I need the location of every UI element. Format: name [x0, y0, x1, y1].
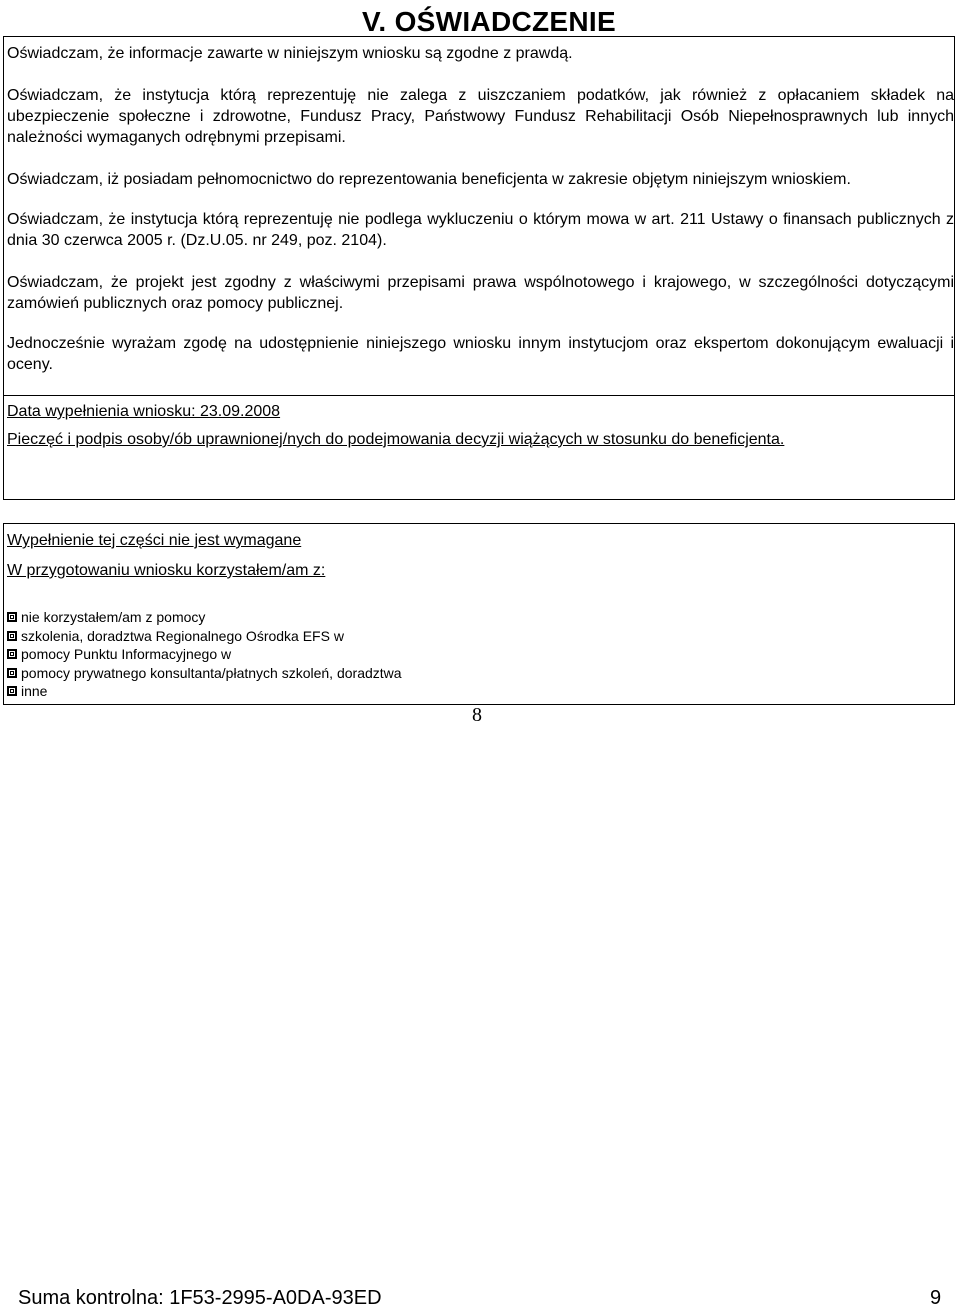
option-label: szkolenia, doradztwa Regionalnego Ośrodka EFS w	[21, 627, 344, 644]
statement-truthfulness: Oświadczam, że informacje zawarte w niniejszym wniosku są zgodne z prawdą.	[7, 45, 573, 62]
statement-legal-compliance: Oświadczam, że projekt jest zgodny z właściwymi przepisami prawa wspólnotowego i krajowego, w szczególności dotyczącymi zamówień publicznych oraz pomocy publicznej.	[7, 274, 954, 312]
section-title: V. OŚWIADCZENIE	[362, 6, 616, 37]
inner-page-number: 8	[472, 704, 482, 726]
assistance-question: W przygotowaniu wniosku korzystałem/am z:	[7, 562, 326, 579]
option-regional-efs-centre[interactable]	[7, 627, 402, 646]
statement-no-exclusion: Oświadczam, że instytucja którą reprezentuję nie podlega wykluczeniu o którym mowa w art. 211 Ustawy o finansach publicznych z dnia 30 czerwca 2005 r. (Dz.U.05. nr 249, poz. 2104).	[7, 211, 954, 249]
statements-box	[3, 36, 955, 396]
footer-checksum: Suma kontrolna: 1F53-2995-A0DA-93ED	[18, 1287, 382, 1309]
option-private-consultant[interactable]	[7, 664, 402, 683]
fill-date: Data wypełnienia wniosku: 23.09.2008	[7, 403, 281, 420]
checkbox-icon[interactable]	[7, 612, 17, 622]
option-no-assistance[interactable]	[7, 608, 402, 627]
signature-box	[3, 396, 955, 500]
statement-no-arrears: Oświadczam, że instytucja którą reprezentuję nie zalega z uiszczaniem podatków, jak również z opłacaniem składek na ubezpieczenie społeczne i zdrowotne, Fundusz Pracy, Państwowy Fundusz Rehabilitacji Osób Niepełnosprawnych lub innych należności wymaganych odrębnymi przepisami.	[7, 87, 954, 146]
assistance-options	[7, 608, 402, 701]
option-label: nie korzystałem/am z pomocy	[21, 609, 206, 626]
optional-section-box	[3, 523, 955, 705]
optional-section-header: Wypełnienie tej części nie jest wymagane	[7, 532, 302, 549]
checkbox-icon[interactable]	[7, 631, 17, 641]
option-other[interactable]	[7, 682, 402, 701]
option-label: pomocy prywatnego konsultanta/płatnych szkoleń, doradztwa	[21, 664, 402, 681]
option-label: inne	[21, 683, 48, 700]
checkbox-icon[interactable]	[7, 668, 17, 678]
option-information-point[interactable]	[7, 645, 402, 664]
footer-page-number: 9	[930, 1287, 942, 1309]
statement-consent: Jednocześnie wyrażam zgodę na udostępnienie niniejszego wniosku innym instytucjom oraz ekspertom dokonującym ewaluacji i oceny.	[7, 335, 954, 373]
checkbox-icon[interactable]	[7, 649, 17, 659]
stamp-signature-label: Pieczęć i podpis osoby/ób uprawnionej/nych do podejmowania decyzji wiążących w stosunku do beneficjenta.	[7, 431, 785, 448]
statement-power-of-attorney: Oświadczam, iż posiadam pełnomocnictwo do reprezentowania beneficjenta w zakresie objętym niniejszym wnioskiem.	[7, 171, 851, 188]
option-label: pomocy Punktu Informacyjnego w	[21, 646, 232, 663]
checkbox-icon[interactable]	[7, 686, 17, 696]
